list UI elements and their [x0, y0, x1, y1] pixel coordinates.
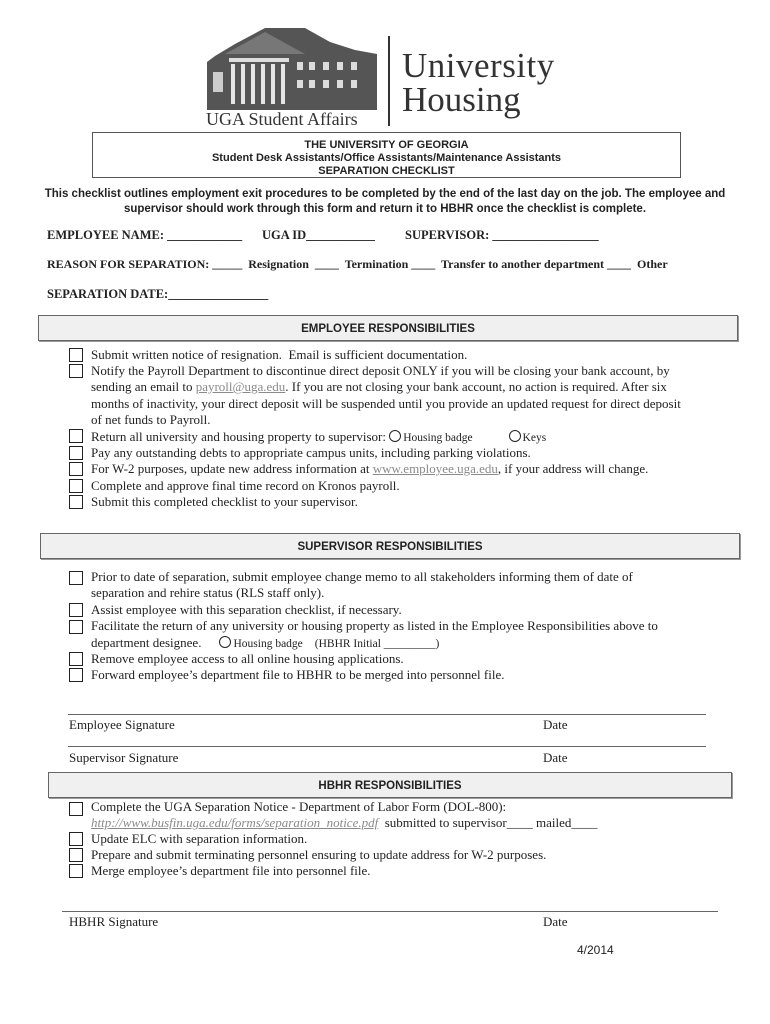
hbhr-signature-label: HBHR Signature: [69, 914, 159, 929]
separation-date-field[interactable]: SEPARATION DATE:________________: [47, 287, 269, 301]
checkbox-emp-4[interactable]: [69, 446, 83, 460]
logo-university: University: [402, 46, 555, 85]
sup-item-2: Assist employee with this separation checklist, if necessary.: [91, 602, 402, 617]
employee-section-header: EMPLOYEE RESPONSIBILITIES: [38, 315, 738, 341]
housing-badge-radio[interactable]: [389, 430, 401, 442]
sup-item-3-line-2: [91, 635, 439, 652]
sup-item-1-line-2: separation and rehire status (RLS staff only).: [91, 585, 325, 600]
hbhr-date-label: Date: [543, 914, 568, 929]
emp-item-2-line-4: of net funds to Payroll.: [91, 412, 211, 427]
checkbox-emp-7[interactable]: [69, 495, 83, 509]
footer-date: 4/2014: [577, 943, 614, 957]
emp-item-7: Submit this completed checklist to your supervisor.: [91, 494, 358, 509]
intro-line-2: supervisor should work through this form and return it to HBHR once the checklist is complete.: [123, 203, 647, 215]
separation-notice-link[interactable]: http://www.busfin.uga.edu/forms/separation_notice.pdf: [91, 815, 379, 830]
checkbox-hbhr-1[interactable]: [69, 802, 83, 816]
checkbox-hbhr-4[interactable]: [69, 864, 83, 878]
employee-signature-label: Employee Signature: [69, 717, 175, 732]
sup-item-5: Forward employee’s department file to HBHR to be merged into personnel file.: [91, 667, 505, 682]
emp-item-4: Pay any outstanding debts to appropriate campus units, including parking violations.: [91, 445, 531, 460]
hbhr-initial-field[interactable]: (HBHR Initial _________): [314, 638, 440, 650]
hbhr-item-2: Update ELC with separation information.: [91, 831, 308, 846]
emp-item-2-line-2: [91, 379, 667, 395]
reason-field[interactable]: REASON FOR SEPARATION: _____ Resignation ____ Termination ____ Transfer to another department ____ Other: [47, 257, 668, 271]
checkbox-sup-4[interactable]: [69, 652, 83, 666]
keys-radio[interactable]: [509, 430, 521, 442]
intro-line-1: This checklist outlines employment exit procedures to be completed by the end of the last day on the job. The employee and: [44, 188, 726, 200]
emp-item-5: [91, 461, 648, 477]
title-line-3: SEPARATION CHECKLIST: [318, 165, 455, 177]
keys-label: Keys: [522, 432, 547, 444]
checkbox-emp-2[interactable]: [69, 364, 83, 378]
emp-item-2-text-b: . If you are not closing your bank account, no action is required. After six: [285, 379, 667, 394]
supervisor-date-label: Date: [543, 750, 568, 765]
hbhr-item-1-line-2: [91, 815, 597, 831]
sup-item-3-line-1: Facilitate the return of any university or housing property as listed in the Employee Responsibilities above to: [91, 618, 658, 633]
emp-item-2-line-1: Notify the Payroll Department to discontinue direct deposit ONLY if you will be closing your bank account, by: [91, 363, 670, 378]
checkbox-emp-1[interactable]: [69, 348, 83, 362]
title-line-1: THE UNIVERSITY OF GEORGIA: [304, 139, 469, 151]
checkbox-sup-5[interactable]: [69, 668, 83, 682]
sup-item-3-text: department designee.: [91, 635, 202, 650]
title-line-2: Student Desk Assistants/Office Assistants/Maintenance Assistants: [211, 152, 562, 164]
checkbox-emp-6[interactable]: [69, 479, 83, 493]
employee-date-label: Date: [543, 717, 568, 732]
checkbox-hbhr-3[interactable]: [69, 848, 83, 862]
emp-item-6: Complete and approve final time record on Kronos payroll.: [91, 478, 400, 493]
hbhr-item-1-status: submitted to supervisor____ mailed____: [378, 815, 598, 830]
hbhr-item-4: Merge employee’s department file into personnel file.: [91, 863, 371, 878]
logo-divider: [388, 36, 390, 126]
hbhr-item-3: Prepare and submit terminating personnel ensuring to update address for W-2 purposes.: [91, 847, 547, 862]
emp-item-5-text-b: , if your address will change.: [497, 461, 649, 476]
sup-housing-badge-radio[interactable]: [219, 636, 231, 648]
sup-item-4: Remove employee access to all online housing applications.: [91, 651, 404, 666]
sup-housing-badge-label: Housing badge: [233, 638, 303, 650]
hbhr-item-1-line-1: Complete the UGA Separation Notice - Department of Labor Form (DOL-800):: [91, 799, 507, 814]
employee-site-link[interactable]: www.employee.uga.edu: [372, 461, 498, 476]
supervisor-signature-label: Supervisor Signature: [69, 750, 179, 765]
checkbox-hbhr-2[interactable]: [69, 832, 83, 846]
hbhr-section-header: HBHR RESPONSIBILITIES: [48, 772, 732, 798]
sup-item-1-line-1: Prior to date of separation, submit employee change memo to all stakeholders informing them of date of: [91, 569, 633, 584]
checkbox-sup-3[interactable]: [69, 620, 83, 634]
emp-item-3: [91, 429, 546, 446]
uga-id-field[interactable]: UGA ID___________: [262, 228, 375, 242]
emp-item-2-text-a: sending an email to: [91, 379, 196, 394]
logo-housing: Housing: [402, 80, 521, 119]
checkbox-emp-3[interactable]: [69, 429, 83, 443]
title-box: [92, 132, 681, 178]
logo-org: UGA Student Affairs: [206, 109, 358, 129]
employee-signature-line[interactable]: [68, 714, 706, 715]
checkbox-emp-5[interactable]: [69, 462, 83, 476]
checkbox-sup-2[interactable]: [69, 603, 83, 617]
emp-item-5-text-a: For W-2 purposes, update new address information at: [91, 461, 373, 476]
payroll-email-link[interactable]: payroll@uga.edu: [195, 379, 286, 394]
supervisor-section-header: SUPERVISOR RESPONSIBILITIES: [40, 533, 740, 559]
emp-item-3-text: Return all university and housing property to supervisor:: [91, 429, 390, 444]
building-icon: [205, 24, 380, 110]
emp-item-2-line-3: months of inactivity, your direct deposit will be suspended until you provide an updated request for direct deposit: [91, 396, 681, 411]
employee-name-field[interactable]: EMPLOYEE NAME: ____________: [47, 228, 243, 242]
hbhr-signature-line[interactable]: [62, 911, 718, 912]
intro-text: [40, 187, 730, 217]
housing-badge-label: Housing badge: [403, 432, 473, 444]
checkbox-sup-1[interactable]: [69, 571, 83, 585]
supervisor-signature-line[interactable]: [68, 746, 706, 747]
supervisor-field[interactable]: SUPERVISOR: _________________: [405, 228, 599, 242]
emp-item-1: Submit written notice of resignation. Email is sufficient documentation.: [91, 347, 468, 362]
